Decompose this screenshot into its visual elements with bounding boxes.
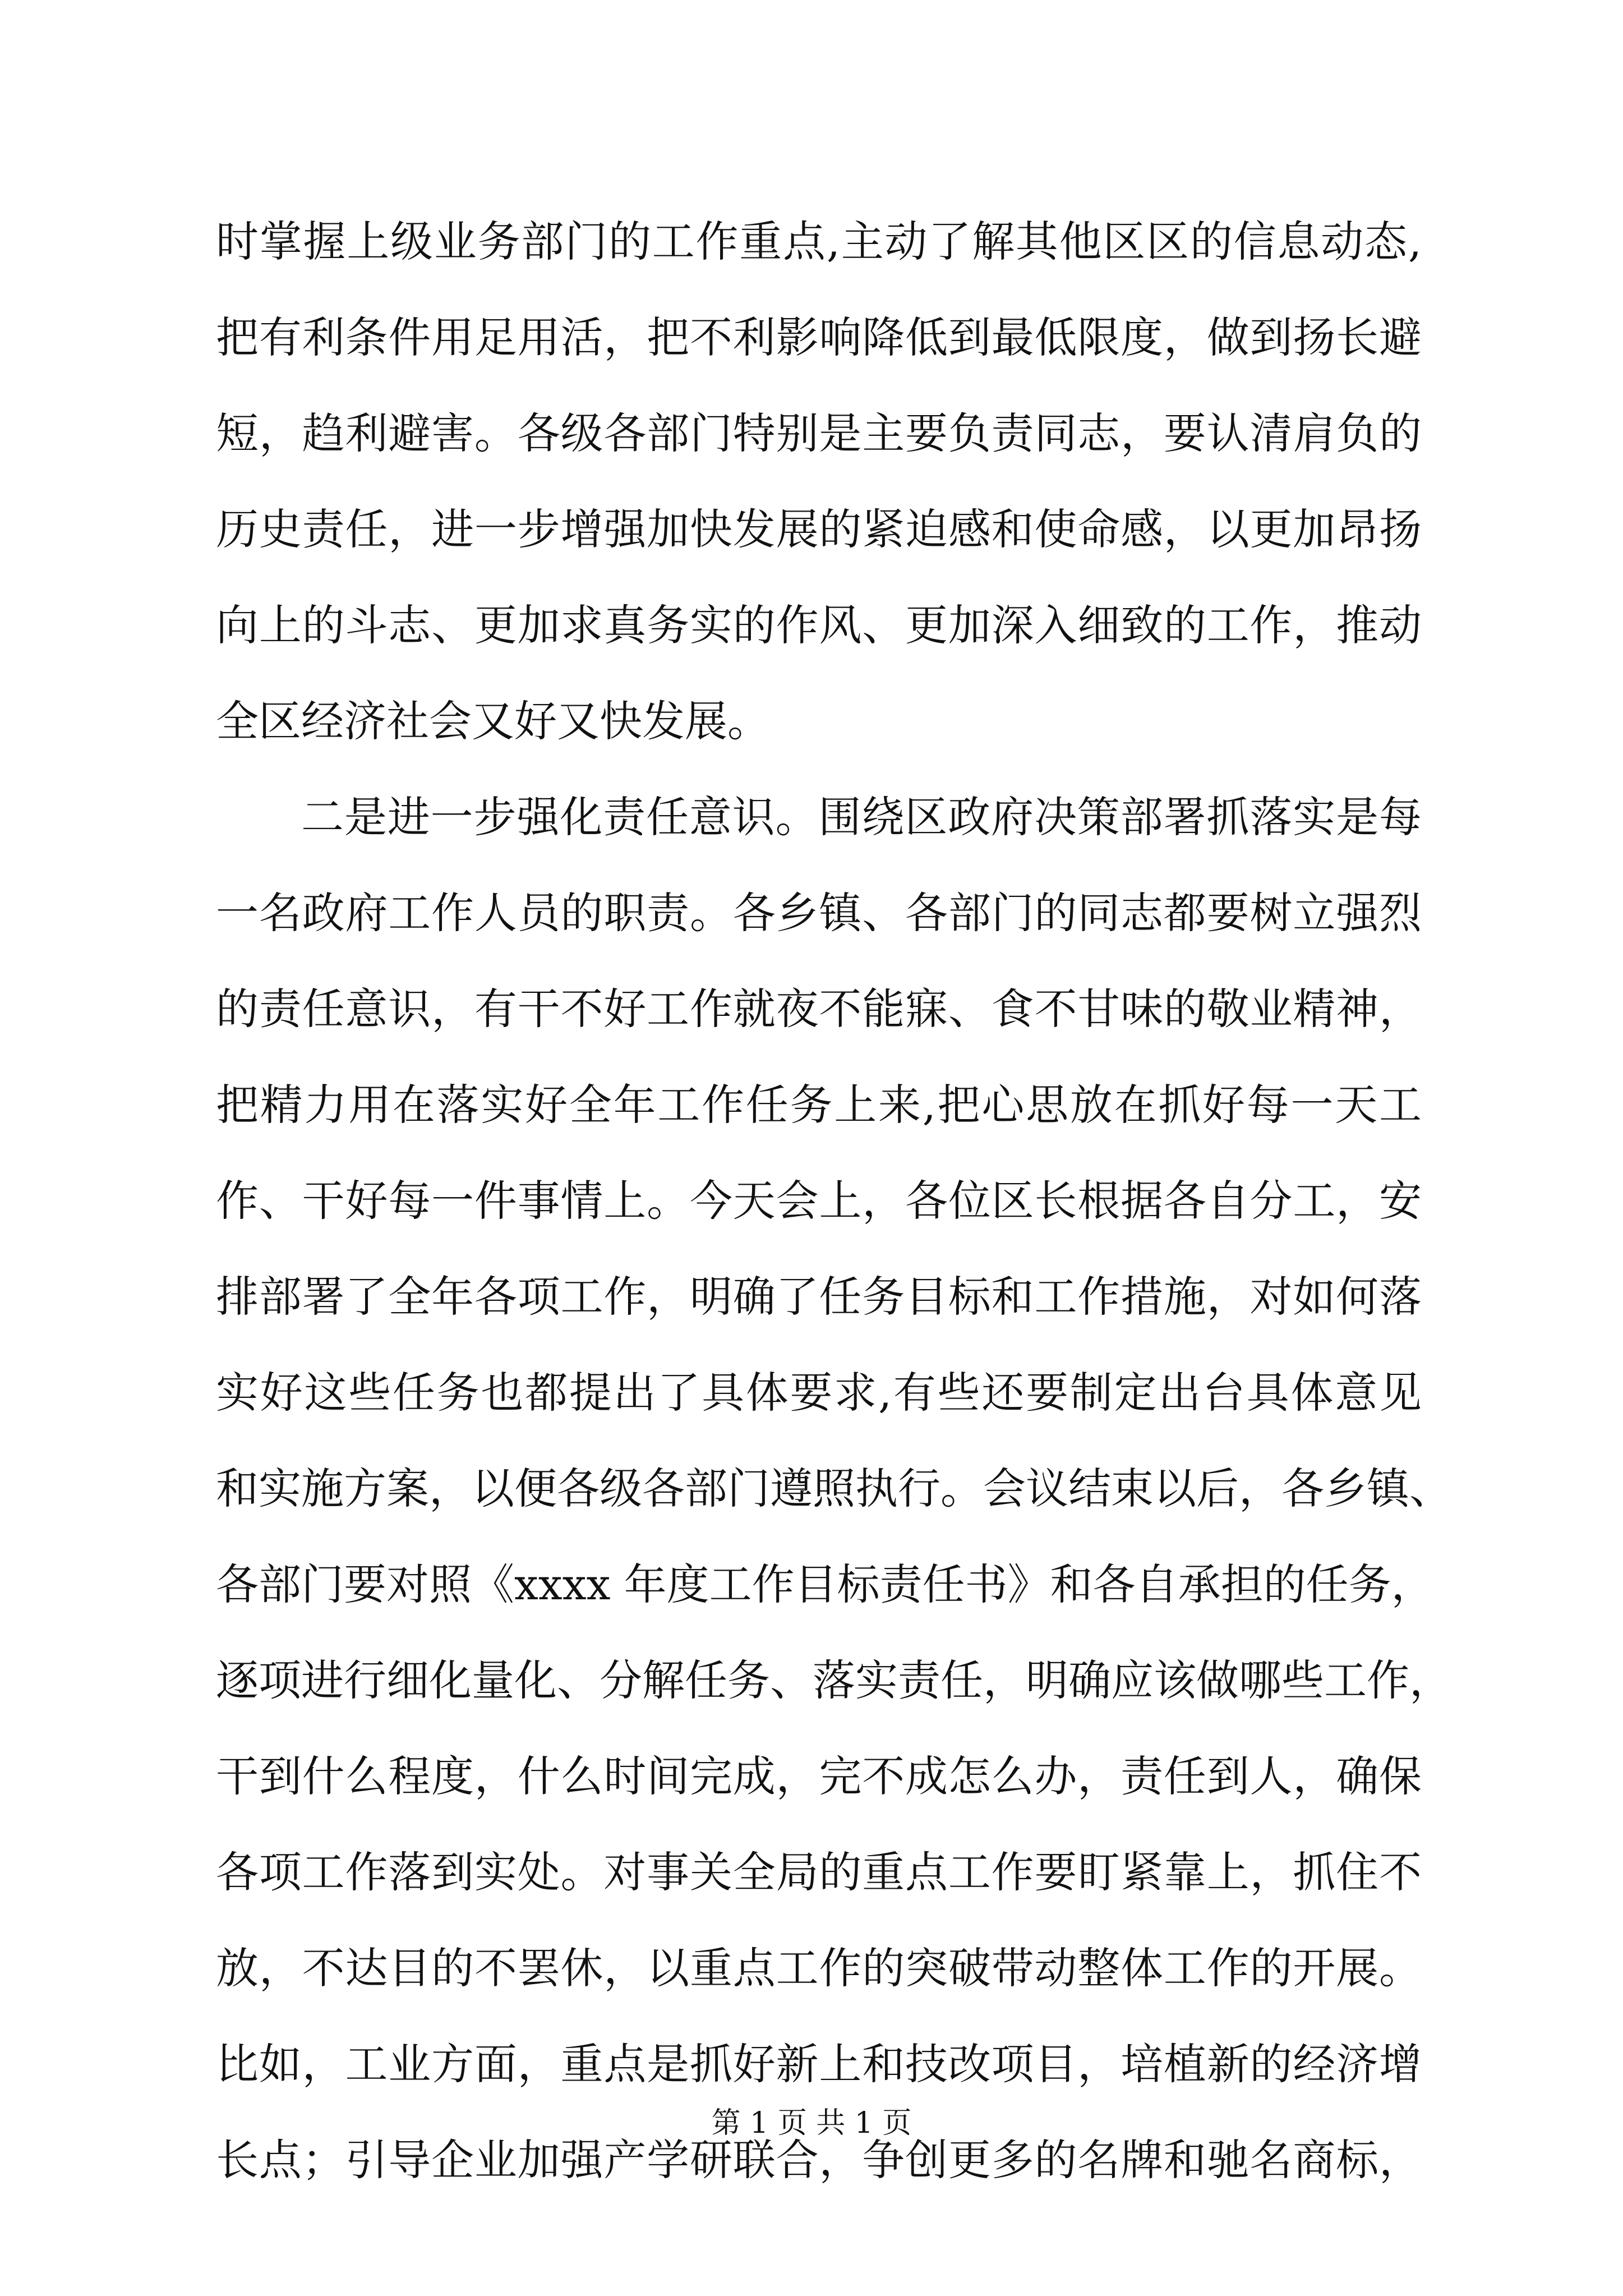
text-line: 比如，工业方面，重点是抓好新上和技改项目，培植新的经济增: [216, 2039, 1422, 2089]
text-line: 全区经济社会又好又快发展。: [216, 696, 770, 746]
paragraph-first-line: 二是进一步强化责任意识。围绕区政府决策部署抓落实是每: [301, 792, 1422, 842]
text-line: 把有利条件用足用活，把不利影响降低到最低限度，做到扬长避: [216, 312, 1422, 362]
text-line: 干到什么程度，什么时间完成，完不成怎么办，责任到人，确保: [216, 1751, 1422, 1801]
text-line: 各项工作落到实处。对事关全局的重点工作要盯紧靠上，抓住不: [216, 1847, 1422, 1897]
text-line: 排部署了全年各项工作，明确了任务目标和工作措施，对如何落: [216, 1272, 1422, 1322]
text-line: 长点；引导企业加强产学研联合，争创更多的名牌和驰名商标，: [216, 2135, 1422, 2185]
text-line: 作、干好每一件事情上。今天会上，各位区长根据各自分工，安: [216, 1176, 1422, 1226]
text-line: 放，不达目的不罢休，以重点工作的突破带动整体工作的开展。: [216, 1943, 1422, 1993]
text-line: 历史责任，进一步增强加快发展的紧迫感和使命感，以更加昂扬: [216, 504, 1422, 554]
body-text: [216, 194, 1452, 2208]
text-line: 和实施方案，以便各级各部门遵照执行。会议结束以后，各乡镇、: [216, 1464, 1452, 1513]
text-line: 时掌握上级业务部门的工作重点,主动了解其他区区的信息动态,: [216, 217, 1422, 266]
text-line: 逐项进行细化量化、分解任务、落实责任，明确应该做哪些工作，: [216, 1655, 1452, 1705]
text-line: 的责任意识，有干不好工作就夜不能寐、食不甘味的敬业精神，: [216, 984, 1422, 1034]
text-line: 把精力用在落实好全年工作任务上来,把心思放在抓好每一天工: [216, 1080, 1422, 1130]
text-line: 向上的斗志、更加求真务实的作风、更加深入细致的工作，推动: [216, 600, 1422, 650]
text-line: 各部门要对照《xxxx 年度工作目标责任书》和各自承担的任务，: [216, 1559, 1434, 1609]
text-line: 短，趋利避害。各级各部门特别是主要负责同志，要认清肩负的: [216, 408, 1422, 458]
page-number-footer: 第 1 页 共 1 页: [711, 2106, 912, 2140]
text-line: 一名政府工作人员的职责。各乡镇、各部门的同志都要树立强烈: [216, 888, 1422, 938]
text-line: 实好这些任务也都提出了具体要求,有些还要制定出台具体意见: [216, 1368, 1422, 1418]
